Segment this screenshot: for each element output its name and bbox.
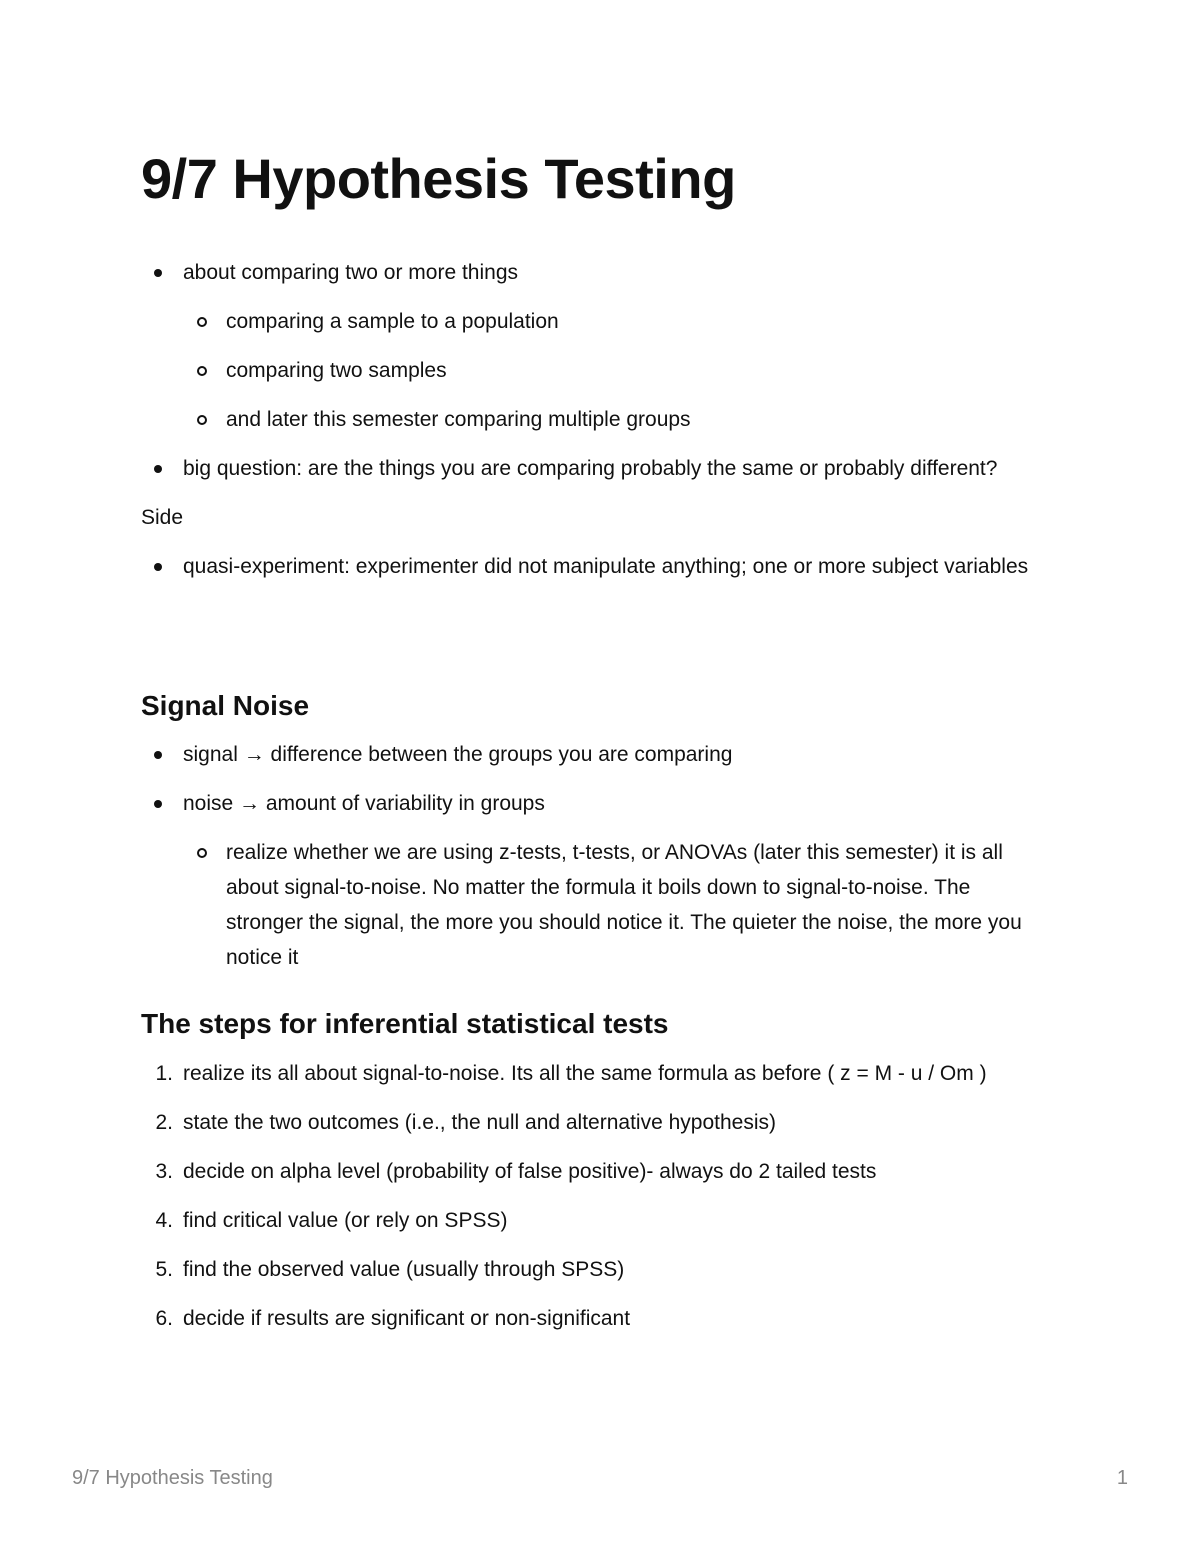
item-number: 4. xyxy=(155,1209,173,1232)
section-heading-steps: The steps for inferential statistical tests xyxy=(141,1008,669,1039)
list-item-text: comparing a sample to a population xyxy=(226,310,559,333)
list-item-text: find the observed value (usually through SPSS) xyxy=(183,1258,625,1281)
item-number: 2. xyxy=(155,1111,173,1134)
steps-list xyxy=(141,1056,1061,1350)
list-item-text: realize whether we are using z-tests, t-tests, or ANOVAs (later this semester) it is all about signal-to-noise. No matter the formula it boils down to signal-to-noise. The stronger the signal, the more you should notice it. The quieter the noise, the more you notice it xyxy=(226,841,1022,969)
list-item-text: signal → difference between the groups you are comparing xyxy=(183,743,733,766)
list-item xyxy=(141,451,1043,486)
list-item-text: about comparing two or more things xyxy=(183,261,519,284)
page-title: 9/7 Hypothesis Testing xyxy=(141,147,736,210)
numbered-item xyxy=(141,1301,1061,1336)
list-item-text: decide if results are significant or non-significant xyxy=(183,1307,631,1330)
item-number: 3. xyxy=(155,1160,173,1183)
sub-list-item xyxy=(184,835,1046,975)
list-item-text: big question: are the things you are comparing probably the same or probably different? xyxy=(183,457,998,480)
intro-list xyxy=(141,255,1061,598)
numbered-item xyxy=(141,1154,1061,1189)
sub-list-item xyxy=(184,402,1061,437)
list-item-text: quasi-experiment: experimenter did not manipulate anything; one or more subject variables xyxy=(183,555,1029,578)
side-label: Side xyxy=(141,506,184,529)
list-item xyxy=(141,737,1061,772)
bullet-icon xyxy=(154,269,162,277)
list-item xyxy=(141,549,1043,584)
item-number: 6. xyxy=(155,1307,173,1330)
list-item-text: find critical value (or rely on SPSS) xyxy=(183,1209,508,1232)
numbered-item xyxy=(141,1203,1061,1238)
list-item-text: state the two outcomes (i.e., the null and alternative hypothesis) xyxy=(183,1111,776,1134)
numbered-item xyxy=(141,1056,1043,1091)
bullet-icon xyxy=(154,751,162,759)
hollow-bullet-icon xyxy=(197,848,207,858)
list-item-text: realize its all about signal-to-noise. Its all the same formula as before ( z = M - u / Om ) xyxy=(183,1062,987,1085)
item-number: 1. xyxy=(155,1062,173,1085)
numbered-item xyxy=(141,1105,1061,1140)
signal-noise-list xyxy=(141,737,1061,989)
numbered-item xyxy=(141,1252,1061,1287)
bullet-icon xyxy=(154,563,162,571)
page-number: 1 xyxy=(1116,1467,1128,1489)
list-item xyxy=(141,255,1061,290)
hollow-bullet-icon xyxy=(197,415,207,425)
footer-title: 9/7 Hypothesis Testing xyxy=(72,1467,273,1489)
list-item-text: comparing two samples xyxy=(226,359,447,382)
list-item xyxy=(141,786,1061,821)
sub-list-item xyxy=(184,353,1061,388)
sub-list-item xyxy=(184,304,1061,339)
bullet-icon xyxy=(154,800,162,808)
hollow-bullet-icon xyxy=(197,317,207,327)
section-heading-signal-noise: Signal Noise xyxy=(141,690,310,721)
item-number: 5. xyxy=(155,1258,173,1281)
list-item-text: noise → amount of variability in groups xyxy=(183,792,545,815)
bullet-icon xyxy=(154,465,162,473)
hollow-bullet-icon xyxy=(197,366,207,376)
list-item-text: and later this semester comparing multiple groups xyxy=(226,408,691,431)
list-item-text: decide on alpha level (probability of false positive)- always do 2 tailed tests xyxy=(183,1160,877,1183)
